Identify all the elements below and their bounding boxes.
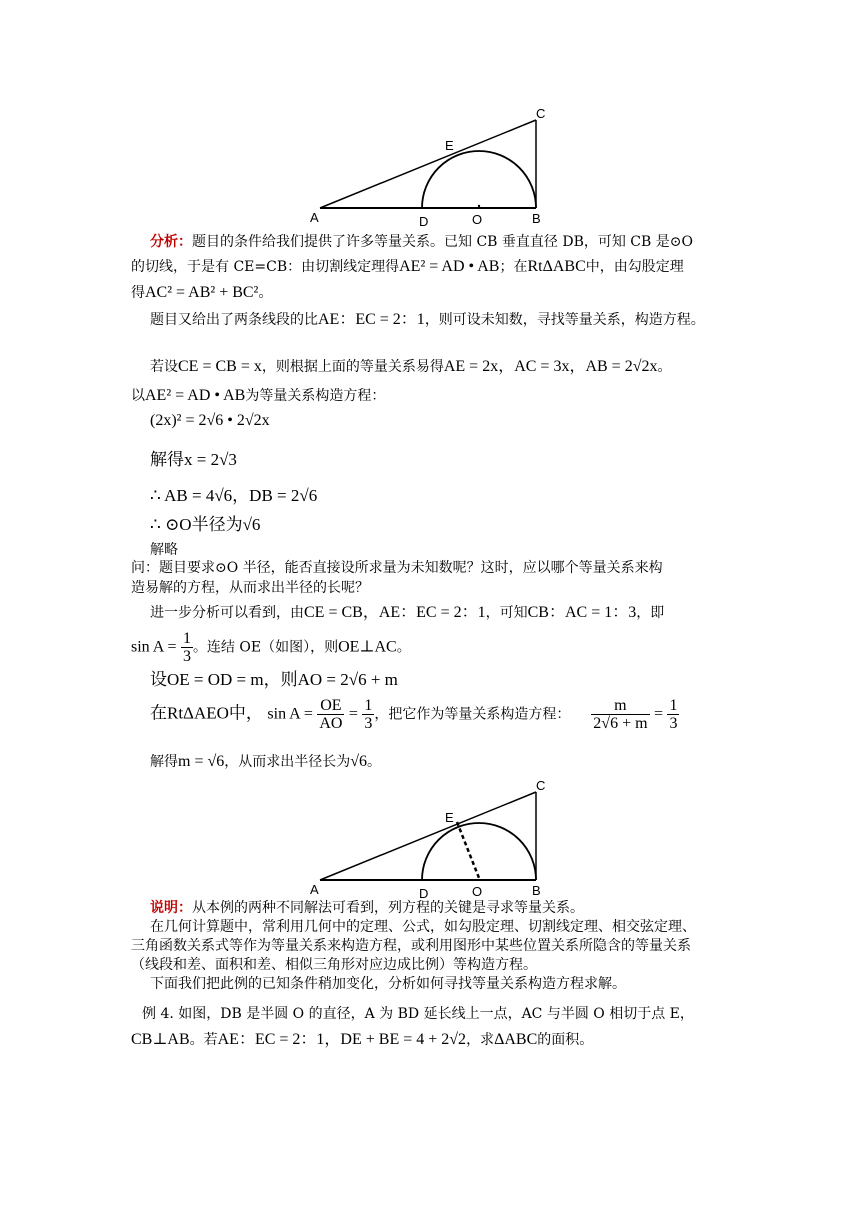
note-line-4: （线段和差、面积和差、相似三角形对应边成比例）等构造方程。 — [131, 957, 537, 973]
analysis-line-2: 的切线，于是有 CE=CB：由切割线定理得AE² = AD • AB；在RtΔABC中，由勾股定理 — [131, 258, 684, 275]
analysis-line-1: 分析：题目的条件给我们提供了许多等量关系。已知 CB 垂直直径 DB，可知 CB 是⊙O — [150, 234, 693, 250]
example4-line-2: CB⊥AB。若AE：EC = 2：1，DE + BE = 4 + 2√2，求ΔABC的面积。 — [131, 1031, 594, 1048]
segment-oe-dashed — [457, 822, 479, 878]
segment-ac — [320, 792, 536, 880]
label-o: O — [472, 884, 483, 899]
fraction-oe-ao: $\frac{OE}{AO}$ — [319, 697, 343, 732]
label-c: C — [536, 778, 546, 793]
solution-label: 解略 — [150, 542, 178, 558]
fraction-one-third: $\frac{1}{3}$ — [182, 630, 191, 665]
note-line-5: 下面我们把此例的已知条件稍加变化，分析如何寻找等量关系构造方程求解。 — [150, 976, 626, 992]
note-line-2: 在几何计算题中，常利用几何中的定理、公式，如勾股定理、切割线定理、相交弦定理、 — [150, 919, 696, 935]
equation-1: (2x)² = 2√6 • 2√2x — [150, 412, 270, 429]
figure-1-triangle-semicircle — [300, 100, 560, 230]
solution-line-2: sin A = $\frac{1}{3}$ 。连结 OE（如图），则OE⊥AC。 — [131, 630, 411, 665]
analysis-line-6: 以AE² = AD • AB为等量关系构造方程： — [131, 387, 386, 404]
solution-line-5: 解得m = √6，从而求出半径长为√6。 — [150, 753, 382, 770]
figure-2-triangle-semicircle-radius — [300, 774, 560, 902]
analysis-line-5: 若设CE = CB = x，则根据上面的等量关系易得AE = 2x，AC = 3x，AB = 2√2x。 — [150, 358, 672, 375]
label-b: B — [532, 883, 541, 898]
fraction-one-third-b: $\frac{1}{3}$ — [364, 697, 373, 732]
fraction-m-over-2root6-plus-m: $\frac{m}{2√6 + m}$ — [593, 697, 648, 732]
analysis-line-3: 得AC² = AB² + BC²。 — [131, 284, 273, 301]
label-d: D — [419, 214, 429, 229]
analysis-line-4: 题目又给出了两条线段的比AE：EC = 2：1，则可设未知数，寻找等量关系，构造方程。 — [150, 311, 705, 328]
center-dot — [478, 205, 480, 207]
solution-line-1: 进一步分析可以看到，由CE = CB，AE：EC = 2：1，可知CB：AC = 1：3，即 — [150, 604, 665, 621]
label-o: O — [472, 212, 483, 227]
example4-line-1: 例 4. 如图，DB 是半圆 O 的直径，A 为 BD 延长线上一点，AC 与半圆 O 相切于点 E， — [142, 1006, 694, 1022]
label-e: E — [445, 138, 454, 153]
solution-line-4: 在RtΔAEO中， sin A = $\frac{OE}{AO}$ = $\frac{1}{3}$ ，把它作为等量关系构造方程： $\frac{m}{2√6 + m}$ = $\frac{1}{3}$ — [150, 697, 678, 732]
equation-2: 解得x = 2√3 — [150, 450, 237, 469]
fraction-one-third-c: $\frac{1}{3}$ — [669, 697, 678, 732]
label-e: E — [445, 810, 454, 825]
label-b: B — [532, 211, 541, 226]
note-line-1: 说明：从本例的两种不同解法可看到，列方程的关键是寻求等量关系。 — [150, 900, 584, 916]
label-a: A — [310, 210, 319, 225]
equation-4: ∴ ⊙O半径为√6 — [150, 515, 261, 534]
question-line-1: 问：题目要求⊙O 半径，能否直接设所求量为未知数呢？这时，应以哪个等量关系来构 — [131, 560, 663, 576]
note-tag: 说明： — [150, 900, 192, 916]
label-c: C — [536, 106, 546, 121]
analysis-tag: 分析： — [150, 234, 192, 250]
note-line-3: 三角函数关系式等作为等量关系来构造方程，或利用图形中某些位置关系所隐含的等量关系 — [131, 938, 691, 954]
solution-line-3: 设OE = OD = m，则AO = 2√6 + m — [150, 670, 398, 689]
equation-3: ∴ AB = 4√6，DB = 2√6 — [150, 486, 318, 505]
label-d: D — [419, 886, 429, 901]
question-line-2: 造易解的方程，从而求出半径的长呢？ — [131, 580, 369, 596]
segment-ac — [320, 120, 536, 208]
label-a: A — [310, 882, 319, 897]
